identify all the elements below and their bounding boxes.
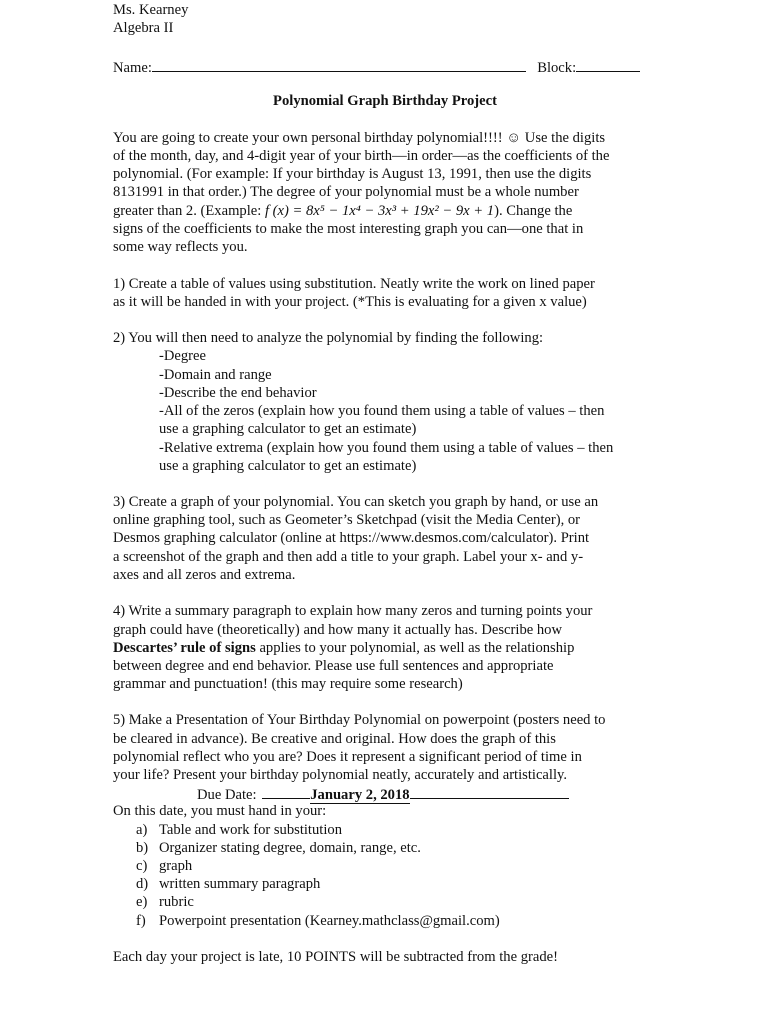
block-blank — [576, 57, 640, 72]
step5-line: be cleared in advance). Be creative and original. How does the graph of this — [113, 731, 556, 747]
late-policy: Each day your project is late, 10 POINTS will be subtracted from the grade! — [113, 949, 558, 965]
step4-line: between degree and end behavior. Please use full sentences and appropriate — [113, 658, 554, 674]
name-block-row — [113, 57, 640, 77]
intro-line: some way reflects you. — [113, 239, 248, 255]
intro-line: signs of the coefficients to make the most interesting graph you can—one that in — [113, 221, 584, 237]
step1-line: 1) Create a table of values using substitution. Neatly write the work on lined paper — [113, 276, 595, 292]
list-item: Table and work for substitution — [159, 822, 342, 838]
step2-line: 2) You will then need to analyze the polynomial by finding the following: — [113, 330, 544, 346]
handin-intro: On this date, you must hand in your: — [113, 803, 327, 819]
step1-line: as it will be handed in with your project. (*This is evaluating for a given x value) — [113, 294, 587, 310]
step2-item: use a graphing calculator to get an estimate) — [159, 458, 417, 474]
intro-line: of the month, day, and 4-digit year of your birth—in order—as the coefficients of the — [113, 148, 610, 164]
list-item: Powerpoint presentation (Kearney.mathclass@gmail.com) — [159, 913, 500, 929]
due-date-label: Due Date: — [197, 787, 257, 803]
list-item: rubric — [159, 894, 194, 910]
intro-line: You are going to create your own personal birthday polynomial!!!! ☺ Use the digits — [113, 130, 606, 146]
block-label: Block: — [537, 60, 577, 76]
step3-line: Desmos graphing calculator (online at https://www.desmos.com/calculator). Print — [113, 530, 590, 546]
step5-line: 5) Make a Presentation of Your Birthday Polynomial on powerpoint (posters need to — [113, 712, 606, 728]
step3-line: axes and all zeros and extrema. — [113, 567, 296, 583]
page-title: Polynomial Graph Birthday Project — [273, 93, 497, 109]
step3-line: 3) Create a graph of your polynomial. You can sketch you graph by hand, or use an — [113, 494, 599, 510]
step2-item: -All of the zeros (explain how you found them using a table of values – then — [159, 403, 605, 419]
intro-example-line — [113, 202, 572, 220]
step4-line: graph could have (theoretically) and how many it actually has. Describe how — [113, 622, 563, 638]
step2-item: -Domain and range — [159, 367, 272, 383]
name-label: Name: — [113, 60, 152, 76]
name-blank — [152, 57, 526, 72]
descartes-rule: Descartes’ rule of signs — [113, 640, 256, 656]
step3-line: online graphing tool, such as Geometer’s Sketchpad (visit the Media Center), or — [113, 512, 581, 528]
list-item: Organizer stating degree, domain, range, etc. — [159, 840, 421, 856]
step2-item: -Degree — [159, 348, 206, 364]
step5-line: polynomial reflect who you are? Does it represent a significant period of time in — [113, 749, 582, 765]
intro-line: 8131991 in that order.) The degree of your polynomial must be a whole number — [113, 184, 579, 200]
step2-item: -Describe the end behavior — [159, 385, 317, 401]
step3-line: a screenshot of the graph and then add a title to your graph. Label your x- and y- — [113, 549, 584, 565]
list-item: graph — [159, 858, 193, 874]
step2-item: use a graphing calculator to get an estimate) — [159, 421, 417, 437]
document-page: Ms. Kearney Algebra II Name: Block: Polynomial Graph Birthday Project You are going to create your own personal birthday polynomial!!!! ☺ Use the digits of the month, day, and 4-digit year of your birth—in order—as the coefficients of the polynomial. (For example: If your birthday is August 13, 1991, then use the digits 8131991 in that order.) The degree of your polynomial must be a whole number greater than 2. (Example: f (x) = 8x⁵ − 1x⁴ − 3x³ + 19x² − 9x + 1). Change the signs of the coefficients to make the most interesting graph you can—one that in some way reflects you. 1) Create a table of values using substitution. Neatly write the work on lined paper as it will be handed in with your project. (*This is evaluating for a given x value) 2) You will then need to analyze the polynomial by finding the following: -Degree -Domain and range -Describe the end behavior -All of the zeros (explain how you found them using a table of values – then use a graphing calculator to get an estimate) -Relative extrema (explain how you found them using a table of values – then use a graphing calculator to get an estimate) 3) Create a graph of your polynomial. You can sketch you graph by hand, or use an online graphing tool, such as Geometer’s Sketchpad (visit the Media Center), or Desmos graphing calculator (online at https://www.desmos.com/calculator). Print a screenshot of the graph and then add a title to your graph. Label your x- and y- axes and all zeros and extrema. 4) Write a summary paragraph to explain how many zeros and turning points your graph could have (theoretically) and how many it actually has. Describe how Descartes’ rule of signs applies to your polynomial, as well as the relationship between degree and end behavior. Please use full sentences and appropriate grammar and punctuation! (this may require some research) 5) Make a Presentation of Your Birthday Polynomial on powerpoint (posters need to be cleared in advance). Be creative and original. How does the graph of this polynomial reflect who you are? Does it represent a significant period of time in your life? Present your birthday polynomial neatly, accurately and artistically. Due Date: January 2, 2018 On this date, you must hand in your: a) Table and work for substitution b) Organizer stating degree, domain, range, etc. c) graph d) written summary paragraph e) rubric f) Powerpoint presentation (Kearney.mathclass@gmail.com) Each day your project is late, 10 POINTS will be subtracted from the grade! — [0, 0, 770, 1024]
step5-line: your life? Present your birthday polynomial neatly, accurately and artistically. — [113, 767, 568, 783]
example-polynomial: f (x) = 8x⁵ − 1x⁴ − 3x³ + 19x² − 9x + 1 — [264, 203, 495, 219]
due-date-value: January 2, 2018 — [310, 787, 410, 803]
step2-item: -Relative extrema (explain how you found them using a table of values – then — [159, 440, 614, 456]
step4-line: 4) Write a summary paragraph to explain how many zeros and turning points your — [113, 603, 593, 619]
course-name: Algebra II — [113, 20, 174, 36]
step4-line: grammar and punctuation! (this may require some research) — [113, 676, 463, 692]
intro-example-pre: greater than 2. (Example: — [113, 203, 265, 219]
list-item: written summary paragraph — [159, 876, 321, 892]
intro-example-post: ). Change the — [494, 203, 573, 219]
intro-line: polynomial. (For example: If your birthday is August 13, 1991, then use the digits — [113, 166, 592, 182]
step4-line: Descartes’ rule of signs applies to your polynomial, as well as the relationship — [113, 640, 575, 656]
teacher-name: Ms. Kearney — [113, 2, 189, 18]
